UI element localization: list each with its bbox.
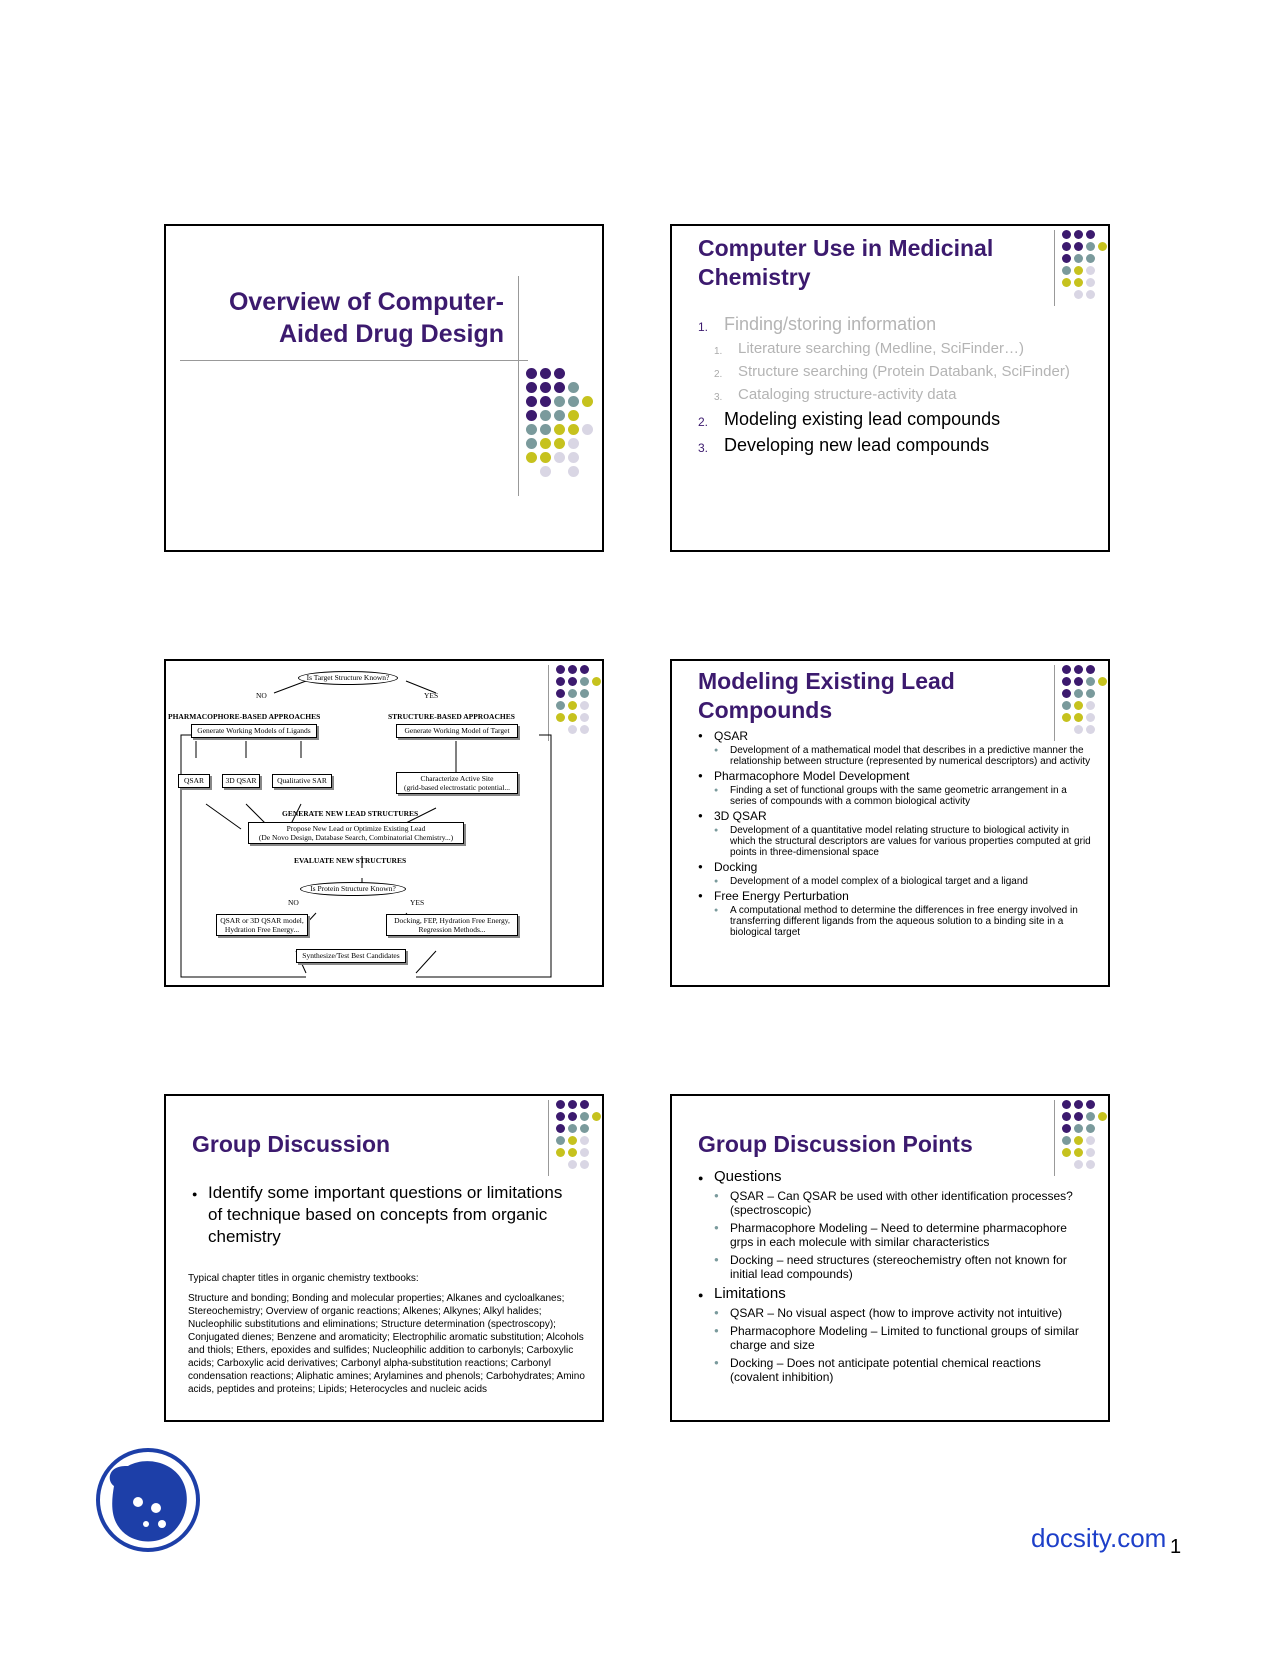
list-subitem: ● A computational method to determine the differences in free energy involved in transferring different ligands from the aqueous solution to a binding site in a biological target [696, 905, 1096, 938]
slide-modeling-existing [670, 659, 1110, 987]
list-item: 2. Structure searching (Protein Databank, SciFinder) [714, 363, 1070, 380]
list-item: 1. Literature searching (Medline, SciFinder…) [714, 340, 1024, 357]
list-item: ● Docking [696, 860, 1096, 874]
divider-vertical [548, 1100, 549, 1176]
decorative-dots [556, 1100, 601, 1169]
bullet-list [696, 1166, 1086, 1388]
slide5-title: Group Discussion [192, 1131, 391, 1157]
box-characterize-site: Characterize Active Site (grid-based electrostatic potential... [396, 772, 518, 794]
box-synthesize: Synthesize/Test Best Candidates [296, 949, 406, 963]
label-yes: YES [410, 898, 425, 907]
slide2-title: Computer Use in Medicinal Chemistry [698, 235, 994, 290]
slide-computer-use [670, 224, 1110, 552]
numbered-list [698, 312, 1078, 459]
list-item: 2. Modeling existing lead compounds [698, 409, 1001, 429]
list-item: 3. Cataloging structure-activity data [714, 386, 957, 403]
box-generate-ligands: Generate Working Models of Ligands [191, 724, 317, 738]
slide-group-discussion [164, 1094, 604, 1422]
divider-horizontal [180, 360, 528, 361]
list-subitem: ● Pharmacophore Modeling – Limited to functional groups of similar charge and size [696, 1324, 1086, 1352]
list-subitem: ● Finding a set of functional groups with the same geometric arrangement in a series of compounds with a common biological activity [696, 785, 1096, 807]
list-item: ● Pharmacophore Model Development [696, 769, 1096, 783]
list-item: 3. Developing new lead compounds [698, 435, 990, 455]
box-qualitative-sar: Qualitative SAR [272, 774, 332, 788]
chapter-titles-list: Structure and bonding; Bonding and molecular properties; Alkanes and cycloalkanes; Stereochemistry; Overview of organic reactions; Alkenes; Alkynes; Alkyl halides; Nucleophilic substitutions and eliminations; Structure determination (spectroscopy); Conjugated dienes; Benzene and aromaticity; Electrophilic aromatic substitution; Alcohols and thiols; Ethers, epoxides and sulfides; Nucleophilic addition to carbonyls; Carboxylic acids; Carboxylic acid derivatives; Carbonyl alpha-substitution reactions; Carbonyl condensation reactions; Aliphatic amines; Arylamines and phenols; Carbohydrates; Amino acids, peptides and proteins; Lipids; Heterocycles and nucleic acids [188, 1293, 585, 1395]
list-subitem: ● Docking – need structures (stereochemistry often not known for initial lead compounds) [696, 1253, 1086, 1281]
decision-protein-known: Is Protein Structure Known? [300, 882, 406, 896]
box-docking-fep: Docking, FEP, Hydration Free Energy, Regression Methods... [386, 914, 518, 936]
list-item: ● Limitations [696, 1285, 1086, 1303]
list-item: ● Questions [696, 1168, 1086, 1186]
list-subitem: ● QSAR – Can QSAR be used with other identification processes? (spectroscopic) [696, 1189, 1086, 1217]
slide6-title: Group Discussion Points [698, 1131, 973, 1157]
decorative-dots [1062, 230, 1107, 299]
pharmacophore-heading: PHARMACOPHORE-BASED APPROACHES [168, 712, 321, 721]
discussion-bullet: ● Identify some important questions or limitations of technique based on concepts from organic chemistry [192, 1182, 578, 1248]
list-item: ● Free Energy Perturbation [696, 889, 1096, 903]
label-yes: YES [424, 691, 439, 700]
decorative-dots [1062, 665, 1107, 734]
evaluate-heading: EVALUATE NEW STRUCTURES [294, 856, 407, 865]
decorative-dots [1062, 1100, 1107, 1169]
structure-heading: STRUCTURE-BASED APPROACHES [388, 712, 515, 721]
divider-vertical [1054, 1100, 1055, 1176]
decorative-dots [526, 368, 593, 477]
box-3d-qsar: 3D QSAR [222, 774, 260, 788]
divider-vertical [518, 276, 519, 496]
decision-target-known: Is Target Structure Known? [298, 671, 398, 685]
list-subitem: ● Development of a mathematical model that describes in a predictive manner the relationship between structure (represented by numerical descriptors) and activity [696, 745, 1096, 767]
box-qsar: QSAR [178, 774, 210, 788]
docsity-logo-icon [94, 1446, 202, 1554]
list-subitem: ● Pharmacophore Modeling – Need to determine pharmacophore grps in each molecule with similar characteristics [696, 1221, 1086, 1249]
list-subitem: ● QSAR – No visual aspect (how to improve activity not intuitive) [696, 1306, 1086, 1320]
chapter-titles-heading: Typical chapter titles in organic chemistry textbooks: [188, 1273, 419, 1284]
box-qsar-model: QSAR or 3D QSAR model, Hydration Free Energy... [216, 914, 308, 936]
slide-flowchart [164, 659, 604, 987]
slide-title [164, 224, 604, 552]
list-item: 1. Finding/storing information [698, 314, 937, 334]
box-propose-lead: Propose New Lead or Optimize Existing Lead (De Novo Design, Database Search, Combinatorial Chemistry...) [248, 822, 464, 844]
bullet-list [696, 728, 1096, 940]
slide-discussion-points [670, 1094, 1110, 1422]
list-subitem: ● Docking – Does not anticipate potential chemical reactions (covalent inhibition) [696, 1356, 1086, 1384]
list-subitem: ● Development of a model complex of a biological target and a ligand [696, 876, 1096, 887]
box-generate-target: Generate Working Model of Target [396, 724, 518, 738]
slide1-title: Overview of Computer- Aided Drug Design [228, 288, 504, 348]
docsity-link[interactable]: docsity.com [1031, 1523, 1167, 1553]
divider-vertical [1054, 230, 1055, 306]
page-number: 1 [1170, 1536, 1182, 1558]
label-no: NO [256, 691, 267, 700]
list-subitem: ● Development of a quantitative model relating structure to biological activity in which the structural descriptors are values for various properties computed at grid points in three-dimensional space [696, 825, 1096, 858]
list-item: ● QSAR [696, 729, 1096, 743]
generate-heading: GENERATE NEW LEAD STRUCTURES [282, 809, 419, 818]
slide4-title: Modeling Existing Lead Compounds [698, 668, 955, 723]
label-no: NO [288, 898, 299, 907]
list-item: ● 3D QSAR [696, 809, 1096, 823]
